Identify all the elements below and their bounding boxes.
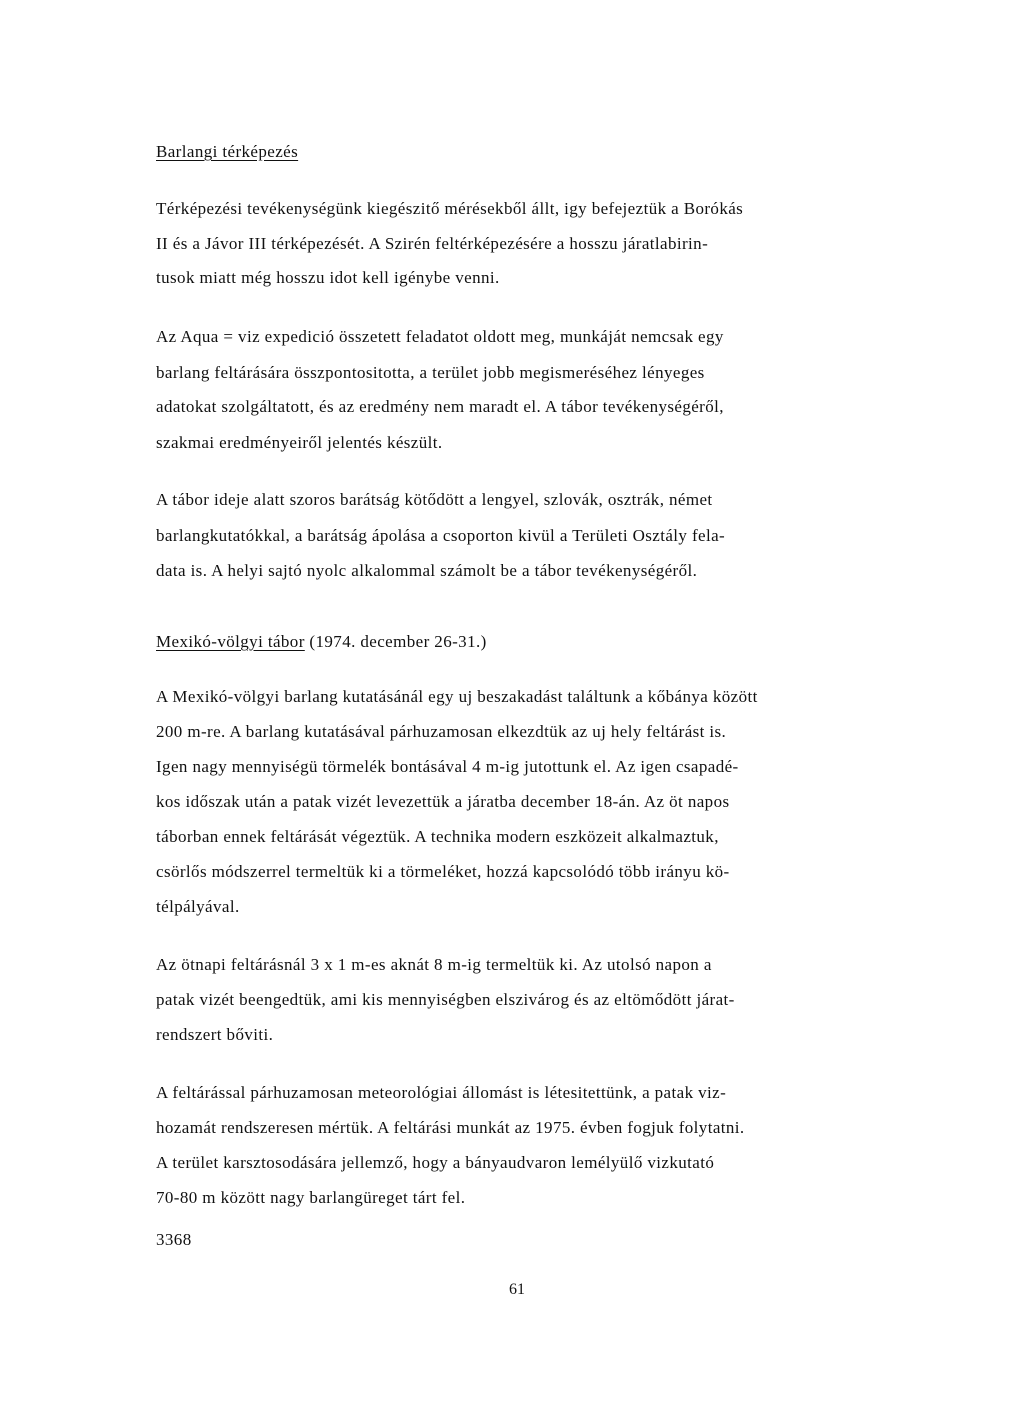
document-code: 3368 [156, 1230, 192, 1249]
paragraph-line: Térképezési tevékenységünk kiegészitő mérésekből állt, igy befejeztük a Borókás [156, 199, 744, 218]
paragraph-line: tusok miatt még hosszu idot kell igénybe venni. [156, 268, 500, 287]
section-heading-date: (1974. december 26-31.) [304, 632, 487, 651]
paragraph-line: patak vizét beengedtük, ami kis mennyiségben elszivárog és az eltömődött járat- [156, 990, 735, 1009]
section-heading-barlangi-terkepezes: Barlangi térképezés [156, 142, 299, 161]
paragraph-line: Az ötnapi feltárásnál 3 x 1 m-es aknát 8 m-ig termeltük ki. Az utolsó napon a [156, 955, 712, 974]
paragraph-line: hozamát rendszeresen mértük. A feltárási munkát az 1975. évben fogjuk folytatni. [156, 1118, 745, 1137]
section-heading-title: Mexikó-völgyi tábor [156, 632, 305, 651]
paragraph-line: adatokat szolgáltatott, és az eredmény nem maradt el. A tábor tevékenységéről, [156, 397, 724, 416]
paragraph-line: rendszert bőviti. [156, 1025, 274, 1044]
paragraph-line: A terület karsztosodására jellemző, hogy a bányaudvaron lemélyülő vizkutató [156, 1153, 715, 1172]
paragraph-line: szakmai eredményeiről jelentés készült. [156, 433, 443, 452]
paragraph-line: barlangkutatókkal, a barátság ápolása a csoporton kivül a Területi Osztály fela- [156, 526, 726, 545]
paragraph-line: 70-80 m között nagy barlangüreget tárt fel. [156, 1188, 466, 1207]
section-heading-mexiko-volgyi-tabor [156, 632, 487, 652]
paragraph-line: data is. A helyi sajtó nyolc alkalommal számolt be a tábor tevékenységéről. [156, 561, 698, 580]
paragraph-line: A feltárással párhuzamosan meteorológiai állomást is létesitettünk, a patak viz- [156, 1083, 727, 1102]
paragraph-line: Az Aqua = viz expedició összetett feladatot oldott meg, munkáját nemcsak egy [156, 327, 724, 346]
paragraph-line: II és a Jávor III térképezését. A Szirén feltérképezésére a hosszu járatlabirin- [156, 234, 709, 253]
paragraph-line: barlang feltárására összpontositotta, a terület jobb megismeréséhez lényeges [156, 363, 705, 382]
paragraph-line: csörlős módszerrel termeltük ki a törmeléket, hozzá kapcsolódó több irányu kö- [156, 862, 730, 881]
paragraph-line: kos időszak után a patak vizét levezettük a járatba december 18-án. Az öt napos [156, 792, 730, 811]
paragraph-line: táborban ennek feltárását végeztük. A technika modern eszközeit alkalmaztuk, [156, 827, 719, 846]
paragraph-line: 200 m-re. A barlang kutatásával párhuzamosan elkezdtük az uj hely feltárást is. [156, 722, 727, 741]
paragraph-line: télpályával. [156, 897, 240, 916]
paragraph-line: A tábor ideje alatt szoros barátság kötődött a lengyel, szlovák, osztrák, német [156, 490, 713, 509]
paragraph-line: Igen nagy mennyiségü törmelék bontásával 4 m-ig jutottunk el. Az igen csapadé- [156, 757, 739, 776]
page-number: 61 [509, 1281, 525, 1298]
paragraph-line: A Mexikó-völgyi barlang kutatásánál egy uj beszakadást találtunk a kőbánya között [156, 687, 758, 706]
